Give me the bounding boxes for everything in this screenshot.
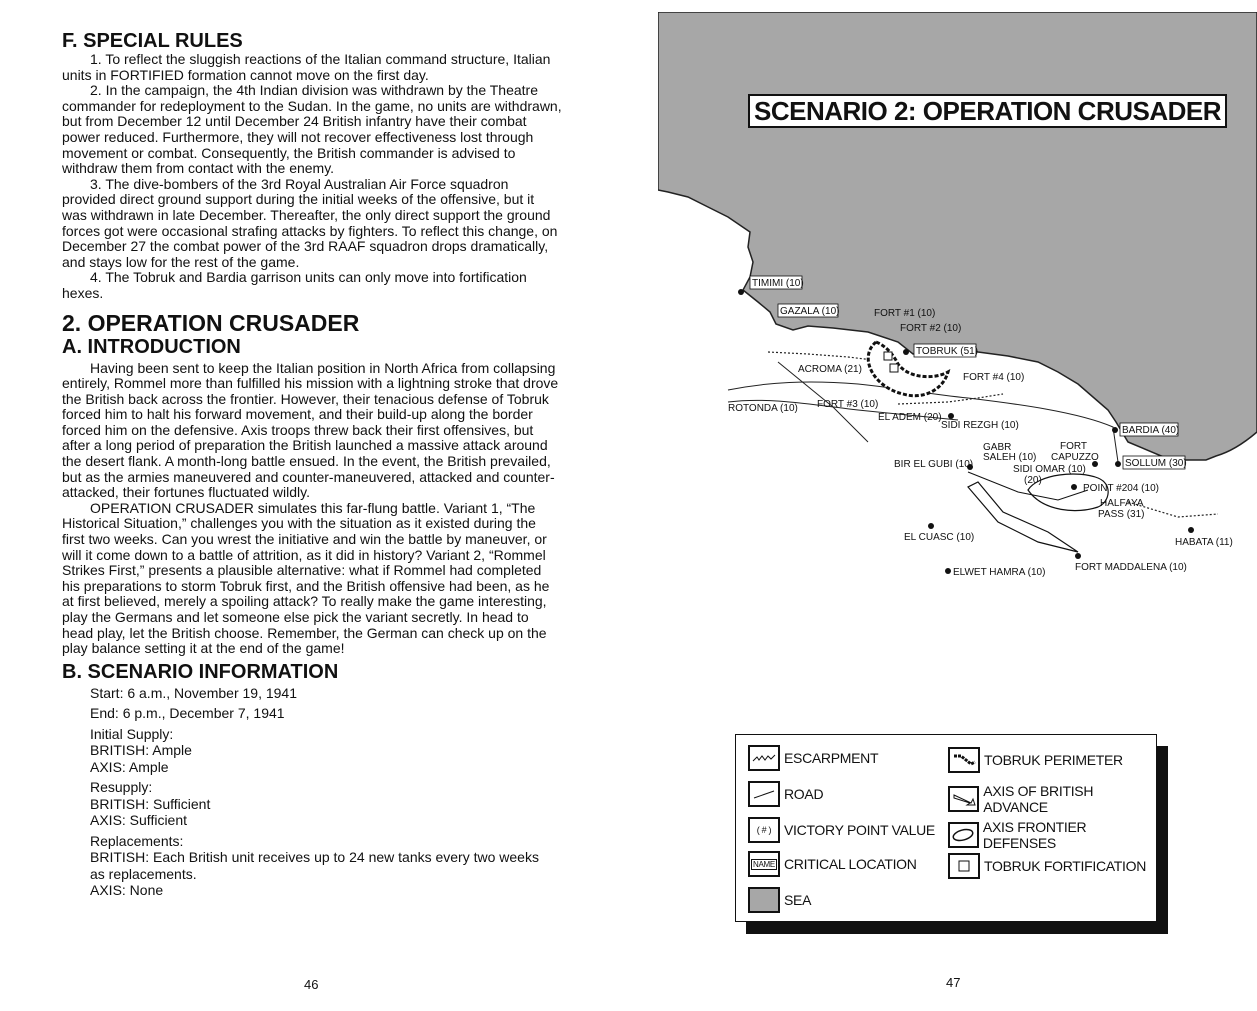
elwet-hamra-dot — [945, 568, 951, 574]
timimi-dot — [738, 289, 744, 295]
road-icon — [748, 781, 780, 807]
british-advance-icon — [948, 786, 979, 812]
label-el-cuasc: EL CUASC (10) — [904, 532, 975, 543]
fort-maddalena-dot — [1075, 553, 1081, 559]
legend-sea-label: SEA — [784, 892, 812, 908]
legend-escarpment — [748, 745, 878, 771]
legend-critical-location-label: CRITICAL LOCATION — [784, 856, 917, 872]
special-rule-2: 2. In the campaign, the 4th Indian division was withdrawn by the Theatre commander for redeployment to the Sudan. In the game, no units are withdrawn, but from December 12 until December 24 British infantry have their combat power reduced. Furthermore, they will not recover effectiveness lost through movement or combat. Consequently, the British commander is advised to withdraw them from contact with the enemy. — [62, 82, 562, 177]
habata-dot — [1188, 527, 1194, 533]
initial-supply-label: Initial Supply: — [90, 725, 174, 742]
special-rules-heading: F. SPECIAL RULES — [62, 30, 243, 52]
label-halfaya: HALFAYA — [1100, 498, 1144, 509]
label-habata: HABATA (11) — [1175, 537, 1233, 548]
victory-point-icon: ( # ) — [748, 817, 780, 843]
scenario-info-heading: B. SCENARIO INFORMATION — [62, 660, 339, 683]
el-cuasc-dot — [928, 523, 934, 529]
tobruk-fortification-icon — [948, 853, 980, 879]
label-acroma: ACROMA (21) — [798, 364, 862, 375]
resupply-british: BRITISH: Sufficient — [90, 795, 211, 812]
label-sollum: SOLLUM (30) — [1125, 458, 1187, 469]
tobruk-fortification-1 — [884, 352, 892, 360]
introduction-heading: A. INTRODUCTION — [62, 335, 241, 358]
label-fort1: FORT #1 (10) — [874, 308, 936, 319]
legend-frontier-defenses-label: AXIS FRONTIER DEFENSES — [982, 819, 1087, 851]
frontier-defenses-icon — [948, 822, 979, 848]
label-saleh: SALEH (10) — [983, 452, 1037, 463]
introduction-paragraph-2: OPERATION CRUSADER simulates this far-flung battle. Variant 1, “The Historical Situation,” challenges you with the situation as it existed during the first two weeks. Can you wrest the initiative and win the battle by maneuver, or will it come down to a battle of attrition, as it did in history? Variant 2, “Rommel Strikes First,” presents a plausible alternative: what if Rommel had completed his preparations to storm Tobruk first, and the British offensive had been, as he at first believed, merely a spoiling attack? To really make the game interesting, play the Germans and let someone else pick the variant secretly. In head to head play, let the British choose. Remember, the German can check up on the play balance setting it at the end of the game! — [62, 499, 550, 657]
escarpment-icon — [748, 745, 780, 771]
label-sidi-rezegh: SIDI REZGH (10) — [941, 420, 1019, 431]
legend-sea — [748, 887, 811, 913]
label-fort2: FORT #2 (10) — [900, 323, 962, 334]
legend-tobruk-perimeter — [948, 747, 1123, 773]
replacements-label: Replacements: — [90, 832, 184, 849]
legend-frontier-defenses — [948, 819, 1156, 851]
label-halfaya-pass: PASS (31) — [1098, 509, 1145, 520]
scenario-info — [90, 685, 562, 899]
label-fort4: FORT #4 (10) — [963, 372, 1025, 383]
legend-tobruk-fortification — [948, 853, 1146, 879]
replacements-axis: AXIS: None — [90, 882, 164, 899]
start-time: Start: 6 a.m., November 19, 1941 — [90, 684, 297, 701]
label-sidi-omar-20: (20) — [1024, 475, 1042, 486]
label-el-adem: EL ADEM (20) — [878, 412, 942, 423]
special-rule-3: 3. The dive-bombers of the 3rd Royal Australian Air Force squadron provided direct ground support during the initial weeks of the offensive, but it was withdrawn in late December. Thereafter, the only direct support the ground forces got were occasional strafing attacks by fighters. To reflect this change, on December 27 the combat power of the 3rd RAAF squadron drops dramatically, and stays low for the rest of the game. — [62, 175, 558, 270]
sea-area — [658, 12, 1257, 460]
section-title: 2. OPERATION CRUSADER — [62, 309, 360, 336]
legend-british-advance — [948, 783, 1156, 815]
initial-supply-british: BRITISH: Ample — [90, 742, 192, 759]
escarpment-line-1 — [768, 352, 873, 360]
tobruk-dot — [903, 349, 909, 355]
left-page-number: 46 — [304, 977, 319, 992]
legend-tobruk-perimeter-label: TOBRUK PERIMETER — [984, 752, 1123, 768]
label-tobruk: TOBRUK (51) — [916, 346, 979, 357]
tobruk-perimeter-icon — [948, 747, 980, 773]
label-gazala: GAZALA (10) — [780, 306, 840, 317]
legend-critical-location — [748, 851, 917, 877]
scenario-title: SCENARIO 2: OPERATION CRUSADER — [748, 94, 1227, 128]
label-fort-capuzzo-2: CAPUZZO — [1051, 452, 1099, 463]
introduction-paragraph-1: Having been sent to keep the Italian position in North Africa from collapsing entirely, Rommel more than fulfilled his mission with a lightning stroke that drove the British back across the frontier. However, their tenacious defense of Tobruk forced him to halt his forward movement, and their build-up along the border forced him on the defensive. Axis troops threw back their first offensives, but after a long period of preparation the British launched a massive attack around the desert flank. A month-long battle ensued. In the event, the British prevailed, but as the armies maneuvered and counter-maneuvered, attacked and counter-attacked, their fortunes fluctuated wildly. — [62, 359, 559, 501]
resupply-axis: AXIS: Sufficient — [90, 812, 188, 829]
legend-victory-point-label: VICTORY POINT VALUE — [784, 822, 935, 838]
label-gabr: GABR — [983, 442, 1012, 453]
label-elwet-hamra: ELWET HAMRA (10) — [953, 567, 1046, 578]
sea-swatch-icon — [748, 887, 780, 913]
point204-dot — [1071, 484, 1077, 490]
special-rule-1: 1. To reflect the sluggish reactions of the Italian command structure, Italian units in FORTIFIED formation cannot move on the first day. — [62, 51, 551, 83]
map-legend — [735, 734, 1157, 922]
critical-location-icon — [748, 851, 780, 877]
bardia-dot — [1112, 427, 1118, 433]
tobruk-fortification-2 — [890, 364, 898, 372]
legend-tobruk-fortification-label: TOBRUK FORTIFICATION — [984, 858, 1147, 874]
legend-road-label: ROAD — [784, 786, 824, 802]
replacements-british: BRITISH: Each British unit receives up to 24 new tanks every two weeks as replacements. — [90, 849, 539, 882]
legend-british-advance-label: AXIS OF BRITISH ADVANCE — [983, 783, 1094, 815]
el-adem-dot — [948, 413, 954, 419]
initial-supply-axis: AXIS: Ample — [90, 758, 169, 775]
label-fort-maddalena: FORT MADDALENA (10) — [1075, 562, 1187, 573]
name-symbol: NAME — [753, 859, 775, 869]
label-bardia: BARDIA (40) — [1122, 425, 1180, 436]
end-time: End: 6 p.m., December 7, 1941 — [90, 705, 285, 722]
legend-victory-point — [748, 817, 935, 843]
label-rotonda: ROTONDA (10) — [728, 403, 798, 414]
label-fort3: FORT #3 (10) — [817, 399, 879, 410]
resupply-label: Resupply: — [90, 779, 153, 796]
special-rule-4: 4. The Tobruk and Bardia garrison units can only move into fortification hexes. — [62, 269, 527, 301]
label-timimi: TIMIMI (10) — [752, 278, 804, 289]
left-page — [62, 30, 562, 899]
legend-road — [748, 781, 823, 807]
label-point204: POINT #204 (10) — [1083, 483, 1159, 494]
label-bir-el-gubi: BIR EL GUBI (10) — [894, 459, 974, 470]
label-sidi-omar: SIDI OMAR (10) — [1013, 464, 1086, 475]
sollum-dot — [1115, 461, 1121, 467]
label-fort-capuzzo-1: FORT — [1060, 441, 1088, 452]
right-page-number: 47 — [946, 975, 961, 990]
legend-escarpment-label: ESCARPMENT — [784, 750, 879, 766]
